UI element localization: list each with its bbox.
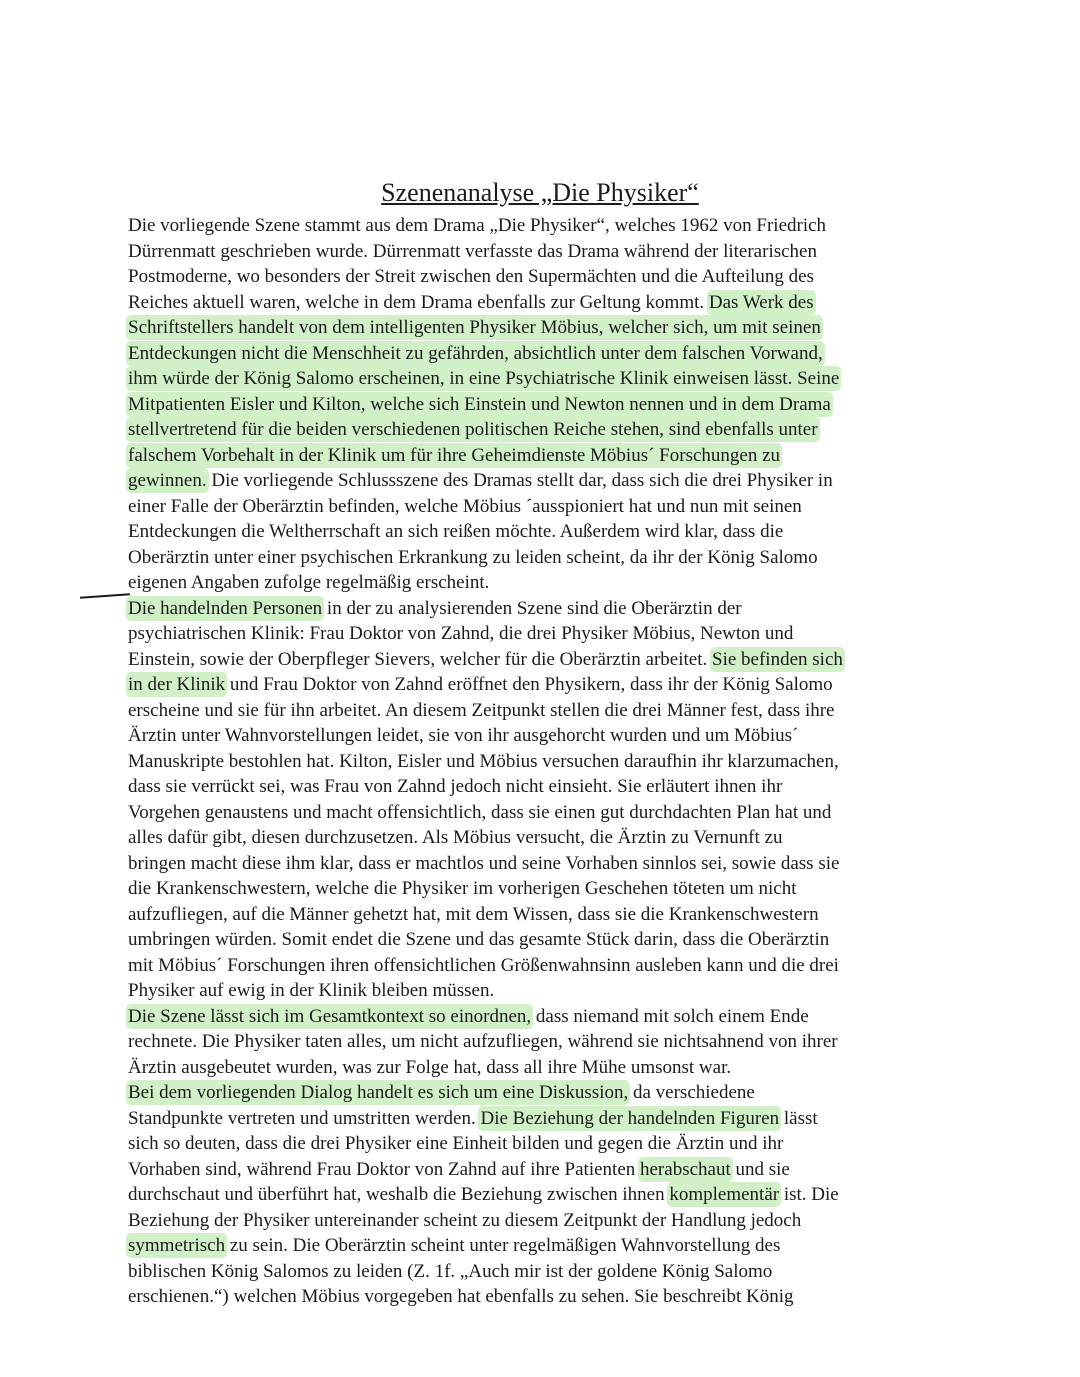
text-segment: einer Falle der Oberärztin befinden, welche Möbius ´ausspioniert hat und nun mit seinen bbox=[128, 495, 802, 517]
text-line bbox=[128, 927, 958, 953]
text-segment: Ärztin unter Wahnvorstellungen leidet, sie von ihr ausgehorcht wurden und um Möbius´ bbox=[128, 725, 799, 746]
text-segment: bringen macht diese ihm klar, dass er machtlos und seine Vorhaben sinnlos sei, sowie dass sie bbox=[128, 852, 840, 874]
text-line bbox=[128, 366, 958, 392]
text-segment: Beziehung der Physiker untereinander scheint zu diesem Zeitpunkt der Handlung jedoch bbox=[128, 1209, 802, 1231]
margin-pen-mark bbox=[80, 593, 130, 598]
text-segment: Oberärztin unter einer psychischen Erkrankung zu leiden scheint, da ihr der König Salomo bbox=[128, 546, 818, 568]
text-line bbox=[128, 494, 958, 520]
text-line bbox=[128, 647, 958, 673]
text-segment: Entdeckungen die Weltherrschaft an sich reißen möchte. Außerdem wird klar, dass die bbox=[128, 521, 784, 542]
text-segment: ist. Die bbox=[779, 1184, 839, 1205]
text-line bbox=[128, 392, 958, 418]
text-segment: alles dafür gibt, diesen durchzusetzen. Als Möbius versucht, die Ärztin zu Vernunft zu bbox=[128, 827, 783, 848]
page-title: Szenenanalyse „Die Physiker“ bbox=[381, 178, 699, 207]
text-line bbox=[128, 672, 958, 698]
text-segment: Physiker auf ewig in der Klinik bleiben müssen. bbox=[128, 980, 495, 1001]
text-line bbox=[128, 1080, 958, 1106]
text-segment: Einstein, sowie der Oberpfleger Sievers, welcher für die Oberärztin arbeitet. bbox=[128, 648, 713, 670]
text-segment: umbringen würden. Somit endet die Szene und das gesamte Stück darin, dass die Oberärztin bbox=[128, 929, 830, 950]
highlighted-text: Entdeckungen nicht die Menschheit zu gefährden, absichtlich unter dem falschen Vorwand, bbox=[128, 342, 823, 364]
text-segment: sich so deuten, dass die drei Physiker eine Einheit bilden und gegen die Ärztin und ihr bbox=[128, 1133, 784, 1154]
text-segment: Reiches aktuell waren, welche in dem Drama ebenfalls zur Geltung kommt. bbox=[128, 291, 709, 313]
text-line bbox=[128, 621, 958, 647]
highlighted-text: Die Beziehung der handelnden Figuren bbox=[480, 1107, 780, 1129]
text-line bbox=[128, 213, 958, 239]
text-line bbox=[128, 1131, 958, 1157]
highlighted-text: falschem Vorbehalt in der Klinik um für ihre Geheimdienste Möbius´ Forschungen zu bbox=[128, 444, 781, 466]
text-segment: biblischen König Salomos zu leiden (Z. 1f. „Auch mir ist der goldene König Salomo bbox=[128, 1260, 773, 1282]
text-line bbox=[128, 978, 958, 1004]
highlighted-text: stellvertretend für die beiden verschiedenen politischen Reiche stehen, sind ebenfalls unter bbox=[128, 419, 818, 440]
text-segment: durchschaut und überführt hat, weshalb die Beziehung zwischen ihnen bbox=[128, 1184, 670, 1205]
text-line bbox=[128, 341, 958, 367]
text-line bbox=[128, 519, 958, 545]
highlighted-text: in der Klinik bbox=[128, 674, 226, 695]
text-line bbox=[128, 1157, 958, 1183]
text-segment: in der zu analysierenden Szene sind die Oberärztin der bbox=[322, 597, 742, 619]
text-line bbox=[128, 723, 958, 749]
text-line bbox=[128, 851, 958, 877]
highlighted-text: gewinnen. bbox=[128, 470, 207, 491]
highlighted-text: Bei dem vorliegenden Dialog handelt es sich um eine Diskussion, bbox=[128, 1082, 629, 1103]
text-segment: psychiatrischen Klinik: Frau Doktor von Zahnd, die drei Physiker Möbius, Newton und bbox=[128, 623, 794, 644]
text-segment: rechnete. Die Physiker taten alles, um nicht aufzufliegen, während sie nichtsahnend von ihrer bbox=[128, 1031, 838, 1052]
text-segment: Manuskripte bestohlen hat. Kilton, Eisler und Möbius versuchen daraufhin ihr klarzumachen, bbox=[128, 750, 839, 772]
highlighted-text: herabschaut bbox=[640, 1158, 731, 1180]
text-line bbox=[128, 1208, 958, 1234]
document-body bbox=[128, 213, 958, 1310]
text-segment: Ärztin ausgebeutet wurden, was zur Folge hat, dass all ihre Mühe umsonst war. bbox=[128, 1056, 732, 1078]
text-line bbox=[128, 1106, 958, 1132]
text-line bbox=[128, 596, 958, 622]
text-segment: Die vorliegende Szene stammt aus dem Drama „Die Physiker“, welches 1962 von Friedrich bbox=[128, 215, 827, 236]
highlighted-text: Sie befinden sich bbox=[712, 648, 843, 670]
text-line bbox=[128, 1233, 958, 1259]
highlighted-text: Das Werk des bbox=[708, 291, 814, 313]
text-line bbox=[128, 443, 958, 469]
text-line bbox=[128, 239, 958, 265]
text-segment: und sie bbox=[730, 1158, 790, 1180]
text-line bbox=[128, 953, 958, 979]
text-line bbox=[128, 290, 958, 316]
text-line bbox=[128, 468, 958, 494]
highlighted-text: Schriftstellers handelt von dem intelligenten Physiker Möbius, welcher sich, um mit seinen bbox=[128, 317, 821, 338]
text-segment: dass sie verrückt sei, was Frau von Zahnd jedoch nicht einsieht. Sie erläutert ihnen ihr bbox=[128, 776, 783, 797]
text-line bbox=[128, 417, 958, 443]
text-line bbox=[128, 1004, 958, 1030]
text-segment: Die vorliegende Schlussszene des Dramas stellt dar, dass sich die drei Physiker in bbox=[206, 470, 833, 491]
text-line bbox=[128, 902, 958, 928]
text-line bbox=[128, 1055, 958, 1081]
highlighted-text: symmetrisch bbox=[128, 1235, 226, 1256]
text-segment: Postmoderne, wo besonders der Streit zwischen den Supermächten und die Aufteilung des bbox=[128, 266, 814, 287]
text-line bbox=[128, 570, 958, 596]
text-line bbox=[128, 876, 958, 902]
text-line bbox=[128, 545, 958, 571]
text-segment: zu sein. Die Oberärztin scheint unter regelmäßigen Wahnvorstellung des bbox=[225, 1235, 781, 1256]
text-segment: Vorgehen genaustens und macht offensichtlich, dass sie einen gut durchdachten Plan hat und bbox=[128, 801, 832, 823]
text-segment: dass niemand mit solch einem Ende bbox=[531, 1005, 809, 1027]
text-segment: und Frau Doktor von Zahnd eröffnet den Physikern, dass ihr der König Salomo bbox=[225, 674, 833, 695]
highlighted-text: Die Szene lässt sich im Gesamtkontext so einordnen, bbox=[128, 1005, 532, 1027]
text-segment: aufzufliegen, auf die Männer gehetzt hat, mit dem Wissen, dass sie die Krankenschwestern bbox=[128, 903, 819, 925]
highlighted-text: Die handelnden Personen bbox=[128, 597, 323, 619]
text-segment: Vorhaben sind, während Frau Doktor von Zahnd auf ihre Patienten bbox=[128, 1158, 640, 1180]
text-line bbox=[128, 1029, 958, 1055]
text-line bbox=[128, 264, 958, 290]
text-line bbox=[128, 698, 958, 724]
highlighted-text: Mitpatienten Eisler und Kilton, welche sich Einstein und Newton nennen und in dem Drama bbox=[128, 393, 831, 415]
text-segment: Dürrenmatt geschrieben wurde. Dürrenmatt verfasste das Drama während der literarischen bbox=[128, 240, 817, 262]
text-line bbox=[128, 1284, 958, 1310]
text-segment: eigenen Angaben zufolge regelmäßig erscheint. bbox=[128, 572, 490, 593]
text-segment: die Krankenschwestern, welche die Physiker im vorherigen Geschehen töteten um nicht bbox=[128, 878, 797, 899]
text-line bbox=[128, 315, 958, 341]
text-line bbox=[128, 774, 958, 800]
text-line bbox=[128, 800, 958, 826]
highlighted-text: ihm würde der König Salomo erscheinen, in eine Psychiatrische Klinik einweisen lässt. Seine bbox=[128, 368, 840, 389]
text-line bbox=[128, 825, 958, 851]
text-segment: da verschiedene bbox=[628, 1082, 755, 1103]
highlighted-text: komplementär bbox=[669, 1184, 780, 1205]
text-line bbox=[128, 749, 958, 775]
text-line bbox=[128, 1259, 958, 1285]
text-segment: erschienen.“) welchen Möbius vorgegeben hat ebenfalls zu sehen. Sie beschreibt König bbox=[128, 1286, 794, 1307]
text-segment: erscheine und sie für ihn arbeitet. An diesem Zeitpunkt stellen die drei Männer fest, dass ihre bbox=[128, 699, 835, 721]
text-segment: mit Möbius´ Forschungen ihren offensichtlichen Größenwahnsinn ausleben kann und die drei bbox=[128, 954, 839, 976]
text-segment: lässt bbox=[779, 1107, 818, 1129]
text-segment: Standpunkte vertreten und umstritten werden. bbox=[128, 1107, 481, 1129]
text-line bbox=[128, 1182, 958, 1208]
